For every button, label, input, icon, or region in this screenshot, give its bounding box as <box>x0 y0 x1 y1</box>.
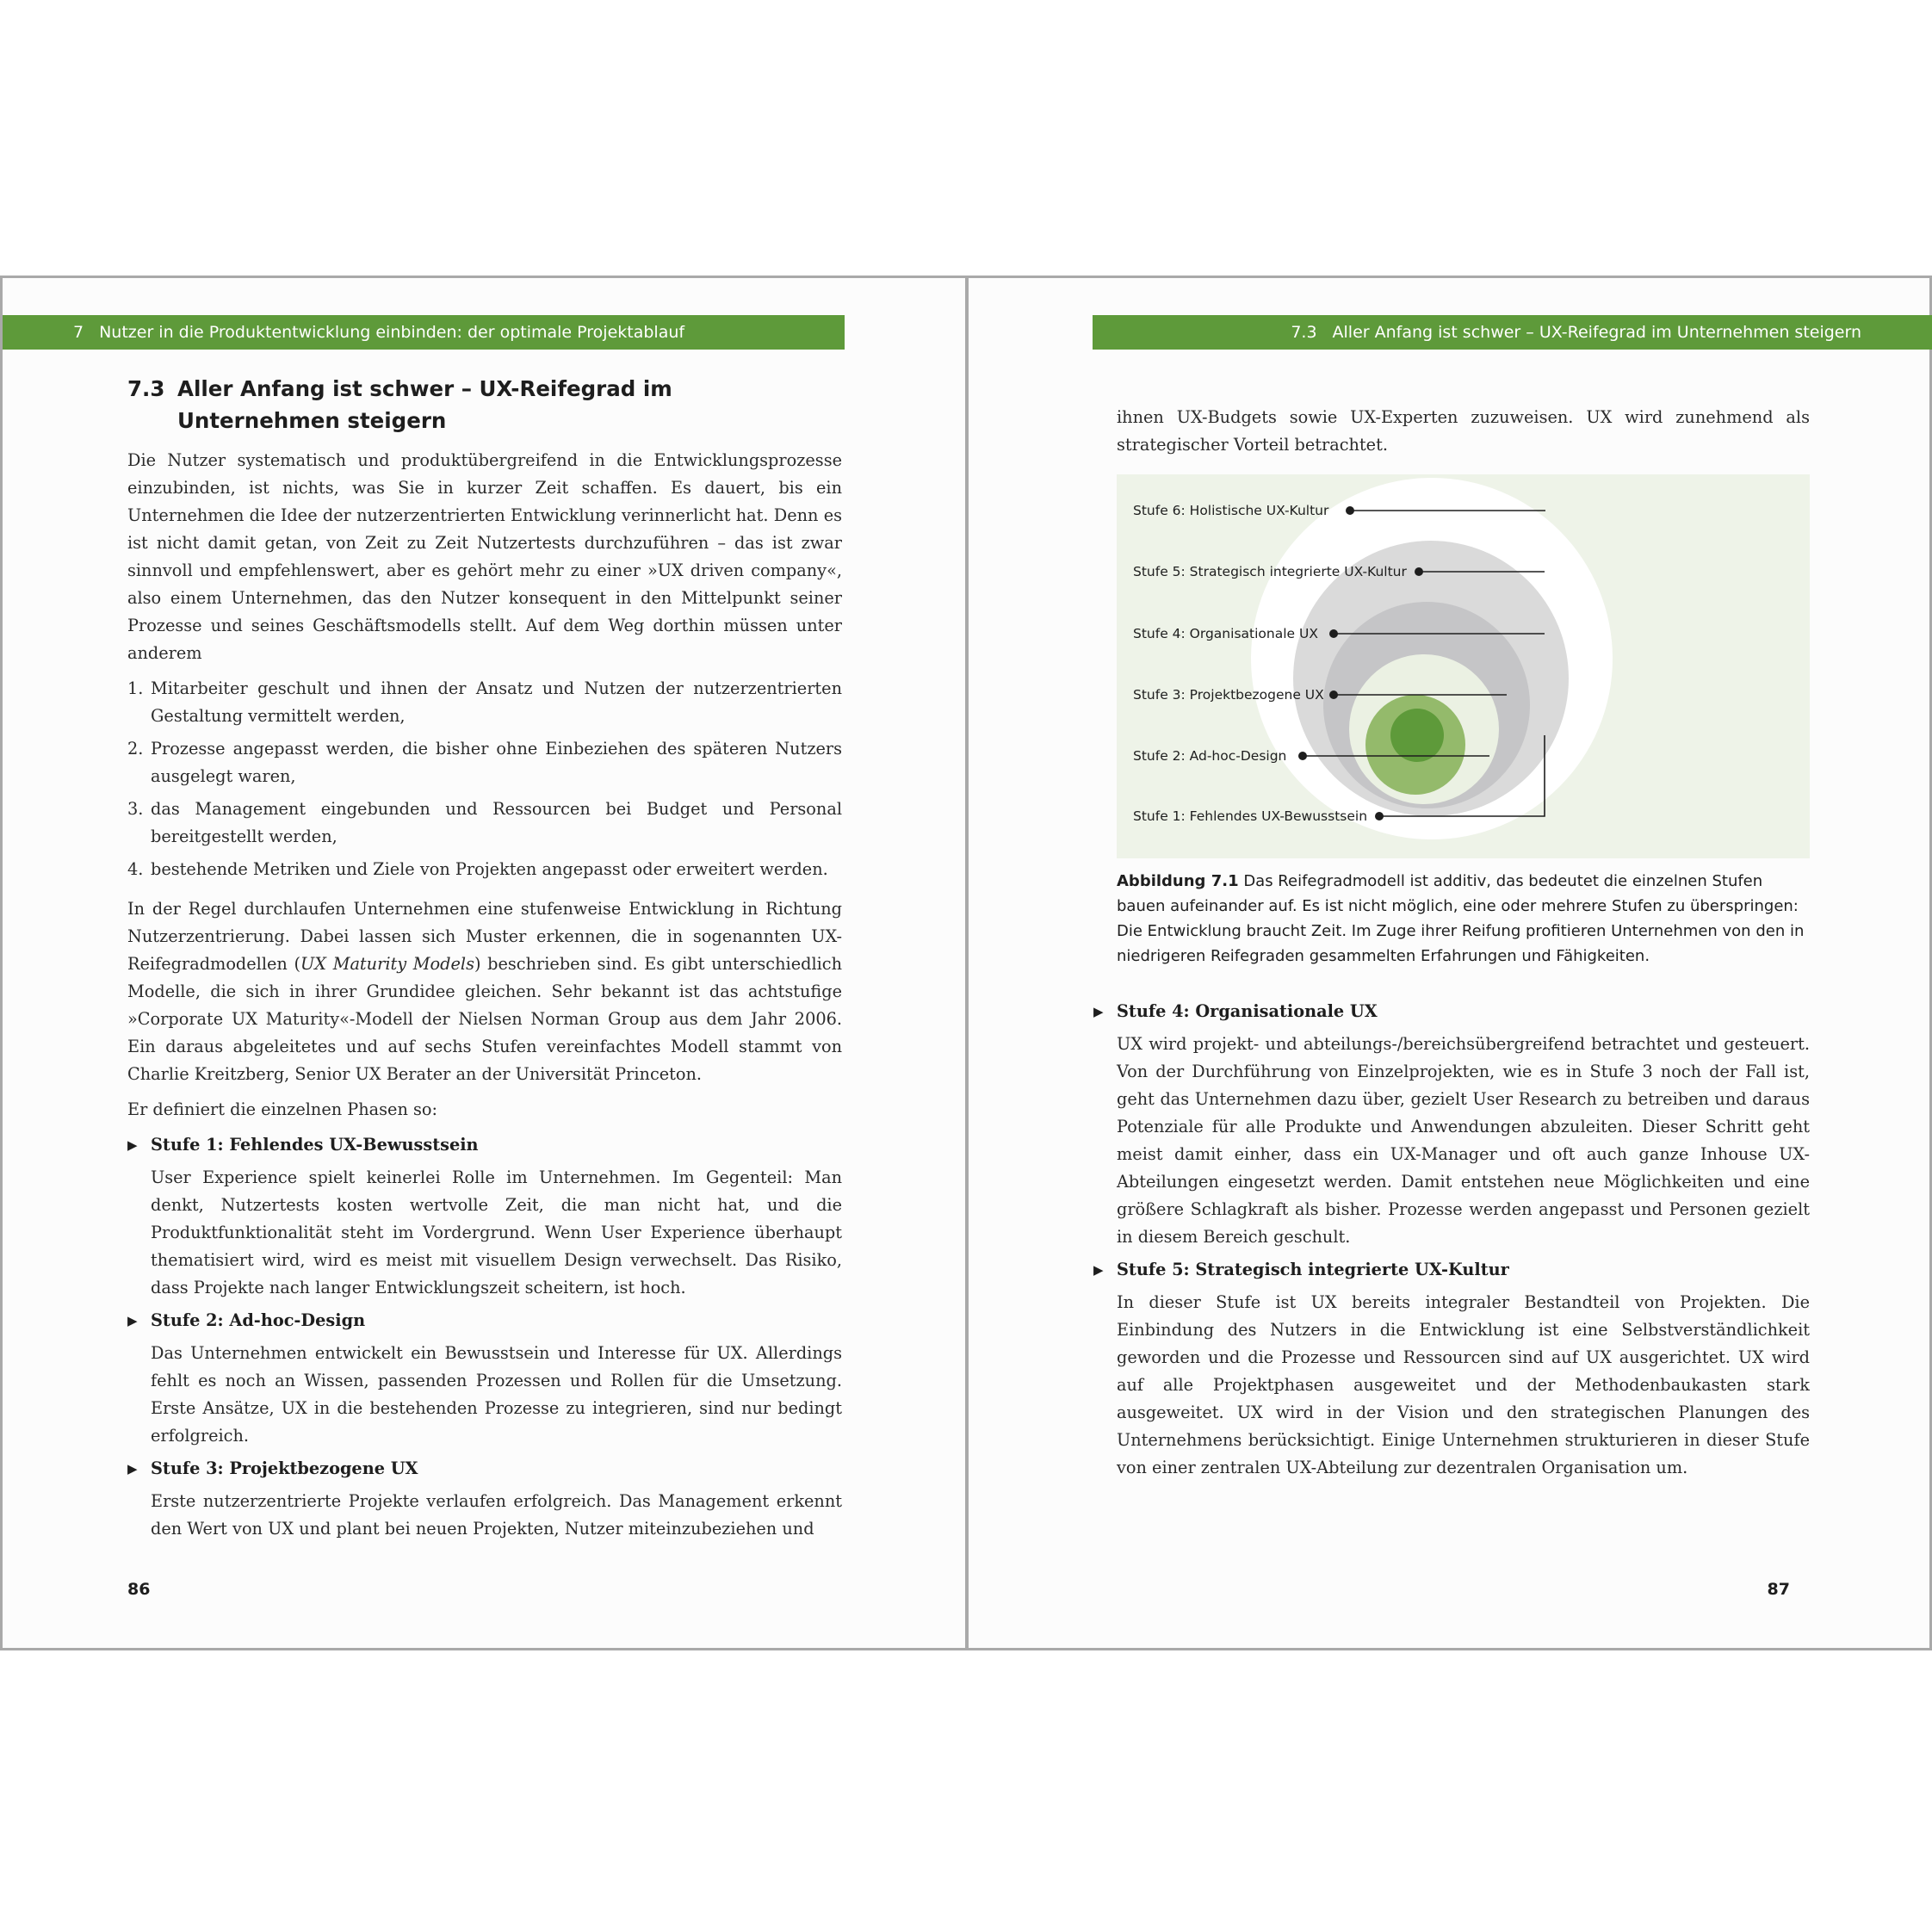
maturity-figure <box>1117 474 1810 858</box>
stage-title: Stufe 3: Projektbezogene UX <box>151 1458 418 1478</box>
chapter-number: 7 <box>73 323 84 342</box>
left-content <box>127 373 842 1548</box>
running-header-right <box>1093 315 1932 350</box>
section-title <box>177 373 672 437</box>
stage-title: Stufe 4: Organisationale UX <box>1117 1001 1378 1021</box>
bullet-triangle-icon: ▶ <box>1093 1262 1104 1278</box>
left-page <box>0 276 968 1650</box>
stage-body-3: Erste nutzerzentrierte Projekte verlaufen erfolgreich. Das Management erkennt den Wert von UX und plant bei neuen Projekten, Nutzer miteinzubeziehen und <box>151 1491 842 1539</box>
stage-body-5: In dieser Stufe ist UX bereits integraler Bestandteil von Projekten. Die Einbindung des Nutzers in die Entwicklung ist eine Selbstverständlichkeit geworden und die Prozesse und Ressourcen sind auf UX ausgerichtet. UX wird auf alle Projektphasen ausgeweitet und der Methodenbaukasten stark ausgeweitet. UX wird in der Vision und den strategischen Planungen des Unternehmens berücksichtigt. Einige Unternehmen strukturieren in dieser Stufe von einer zentralen UX-Abteilung zur dezentralen Organisation um. <box>1117 1292 1810 1477</box>
list-item <box>127 856 842 883</box>
bullet-triangle-icon: ▶ <box>127 1313 138 1328</box>
bullet-triangle-icon: ▶ <box>127 1461 138 1477</box>
page-number-right: 87 <box>1767 1580 1790 1599</box>
figure-label-stufe-4: Stufe 4: Organisationale UX <box>1133 626 1318 641</box>
continuation-paragraph: ihnen UX-Budgets sowie UX-Experten zuzuweisen. UX wird zunehmend als strategischer Vorteil betrachtet. <box>1117 407 1810 455</box>
section-heading <box>127 373 842 437</box>
list-item-number: 1. <box>127 678 144 698</box>
stage-heading-2 <box>127 1307 842 1334</box>
stage-body-1: User Experience spielt keinerlei Rolle im Unternehmen. Im Gegenteil: Man denkt, Nutzertests kosten wertvolle Zeit, die man nicht hat, und die Produktfunktionalität steht im Vordergrund. Wenn User Experience überhaupt thematisiert wird, wird es meist mit visuellem Design verwechselt. Das Risiko, dass Projekte nach langer Entwicklungszeit scheitern, ist hoch. <box>151 1167 842 1297</box>
figure-label-stufe-6: Stufe 6: Holistische UX-Kultur <box>1133 503 1329 518</box>
phases-intro: Er definiert die einzelnen Phasen so: <box>127 1099 438 1119</box>
list-item <box>127 735 842 790</box>
stage-list-right <box>1093 994 1810 1487</box>
figure-label-stufe-5: Stufe 5: Strategisch integrierte UX-Kultur <box>1133 564 1407 579</box>
list-item-text: Prozesse angepasst werden, die bisher ohne Einbeziehen des späteren Nutzers ausgelegt waren, <box>151 739 842 786</box>
section-number: 7.3 <box>127 376 165 401</box>
bullet-triangle-icon: ▶ <box>1093 1004 1104 1019</box>
stage-heading-1 <box>127 1131 842 1159</box>
caption-label: Abbildung 7.1 <box>1117 872 1239 890</box>
leader-dot-1 <box>1375 812 1384 820</box>
stage-heading-3 <box>127 1455 842 1483</box>
paragraph-text: ) beschrieben sind. Es gibt unterschiedlich Modelle, die sich in ihrer Grundidee gleichen. Sehr bekannt ist das achtstufige »Corporate UX Maturity«-Modell der Nielsen Norman Group aus dem Jahr 2006. Ein daraus abgeleitetes und auf sechs Stufen vereinfachtes Modell stammt von Charlie Kreitzberg, Senior UX Berater an der Universität Princeton. <box>127 954 842 1084</box>
running-header-left <box>3 315 845 350</box>
right-content-top <box>1117 404 1810 467</box>
numbered-list <box>127 675 842 883</box>
list-item <box>127 796 842 851</box>
list-item <box>127 675 842 730</box>
paragraph-text: In der Regel durchlaufen Unternehmen eine stufenweise Entwicklung in Richtung Nutzerzentrierung. Dabei lassen sich Muster erkennen, die in sogenannten UX-Reifegradmodellen ( <box>127 899 842 974</box>
stage-title: Stufe 1: Fehlendes UX-Bewusstsein <box>151 1135 479 1155</box>
stage-list-left <box>127 1131 842 1543</box>
stage-body-2: Das Unternehmen entwickelt ein Bewusstsein und Interesse für UX. Allerdings fehlt es noch an Wissen, passenden Prozessen und Rollen für die Umsetzung. Erste Ansätze, UX in die bestehenden Prozesse zu integrieren, sind nur bedingt erfolgreich. <box>151 1343 842 1446</box>
maturity-diagram <box>1117 474 1810 858</box>
bullet-triangle-icon: ▶ <box>127 1137 138 1153</box>
page-number-left: 86 <box>127 1580 151 1599</box>
leader-dot-3 <box>1329 690 1338 699</box>
section-number: 7.3 <box>1291 323 1317 342</box>
figure-caption <box>1117 869 1814 969</box>
caption-text: Das Reifegradmodell ist additiv, das bedeutet die einzelnen Stufen bauen aufeinander auf. Es ist nicht möglich, eine oder mehrere Stufen zu überspringen: Die Entwicklung braucht Zeit. Im Zuge ihrer Reifung profitieren Unternehmen von den in niedrigeren Reifegraden gesammelten Erfahrungen und Fähigkeiten. <box>1117 872 1805 965</box>
stage-title: Stufe 5: Strategisch integrierte UX-Kultur <box>1117 1260 1509 1279</box>
level-1-circle <box>1390 709 1444 762</box>
list-item-text: Mitarbeiter geschult und ihnen der Ansatz und Nutzen der nutzerzentrierten Gestaltung vermittelt werden, <box>151 678 842 726</box>
leader-dot-2 <box>1298 752 1307 760</box>
section-title-line-2: Unternehmen steigern <box>177 408 447 433</box>
emphasis-text: UX Maturity Models <box>300 954 474 974</box>
list-item-number: 2. <box>127 739 144 759</box>
section-title: Aller Anfang ist schwer – UX-Reifegrad im Unternehmen steigern <box>1332 323 1861 342</box>
list-item-text: bestehende Metriken und Ziele von Projekten angepasst oder erweitert werden. <box>151 859 828 879</box>
figure-label-stufe-2: Stufe 2: Ad-hoc-Design <box>1133 748 1287 764</box>
stage-title: Stufe 2: Ad-hoc-Design <box>151 1310 366 1330</box>
leader-dot-5 <box>1415 567 1423 576</box>
leader-dot-6 <box>1346 506 1354 515</box>
figure-label-stufe-1: Stufe 1: Fehlendes UX-Bewusstsein <box>1133 808 1368 824</box>
figure-label-stufe-3: Stufe 3: Projektbezogene UX <box>1133 687 1324 703</box>
list-item-text: das Management eingebunden und Ressourcen bei Budget und Personal bereitgestellt werden, <box>151 799 842 846</box>
chapter-title: Nutzer in die Produktentwicklung einbinden: der optimale Projektablauf <box>99 323 685 342</box>
stage-heading-5 <box>1093 1256 1810 1284</box>
leader-dot-4 <box>1329 629 1338 638</box>
maturity-models-paragraph <box>127 895 842 1088</box>
stage-body-4: UX wird projekt- und abteilungs-/bereichsübergreifend betrachtet und gesteuert. Von der Durchführung von Einzelprojekten, wie es in Stufe 3 noch der Fall ist, geht das Unternehmen dazu über, gezielt User Research zu betreiben und daraus Potenziale für alle Produkte und Anwendungen abzuleiten. Dieser Schritt geht meist damit einher, dass ein UX-Manager und oft auch ganze Inhouse UX-Abteilungen eingesetzt werden. Damit entstehen neue Möglichkeiten und eine größere Schlagkraft als bisher. Prozesse werden angepasst und Personen gezielt in diesem Bereich geschult. <box>1117 1034 1810 1247</box>
list-item-number: 3. <box>127 799 144 819</box>
section-title-line-1: Aller Anfang ist schwer – UX-Reifegrad im <box>177 376 672 401</box>
stage-heading-4 <box>1093 998 1810 1025</box>
intro-paragraph: Die Nutzer systematisch und produktübergreifend in die Entwicklungsprozesse einzubinden, ist nichts, was Sie in kurzer Zeit schaffen. Es dauert, bis ein Unternehmen die Idee der nutzerzentrierten Entwicklung verinnerlicht hat. Denn es ist nicht damit getan, von Zeit zu Zeit Nutzertests durchzuführen – das ist zwar sinnvoll und empfehlenswert, aber es gehört mehr zu einer »UX driven company«, also einem Unternehmen, das den Nutzer konsequent in den Mittelpunkt seiner Prozesse und seines Geschäftsmodells stellt. Auf dem Weg dorthin müssen unter anderem <box>127 450 842 663</box>
right-page <box>966 276 1932 1650</box>
list-item-number: 4. <box>127 859 144 879</box>
